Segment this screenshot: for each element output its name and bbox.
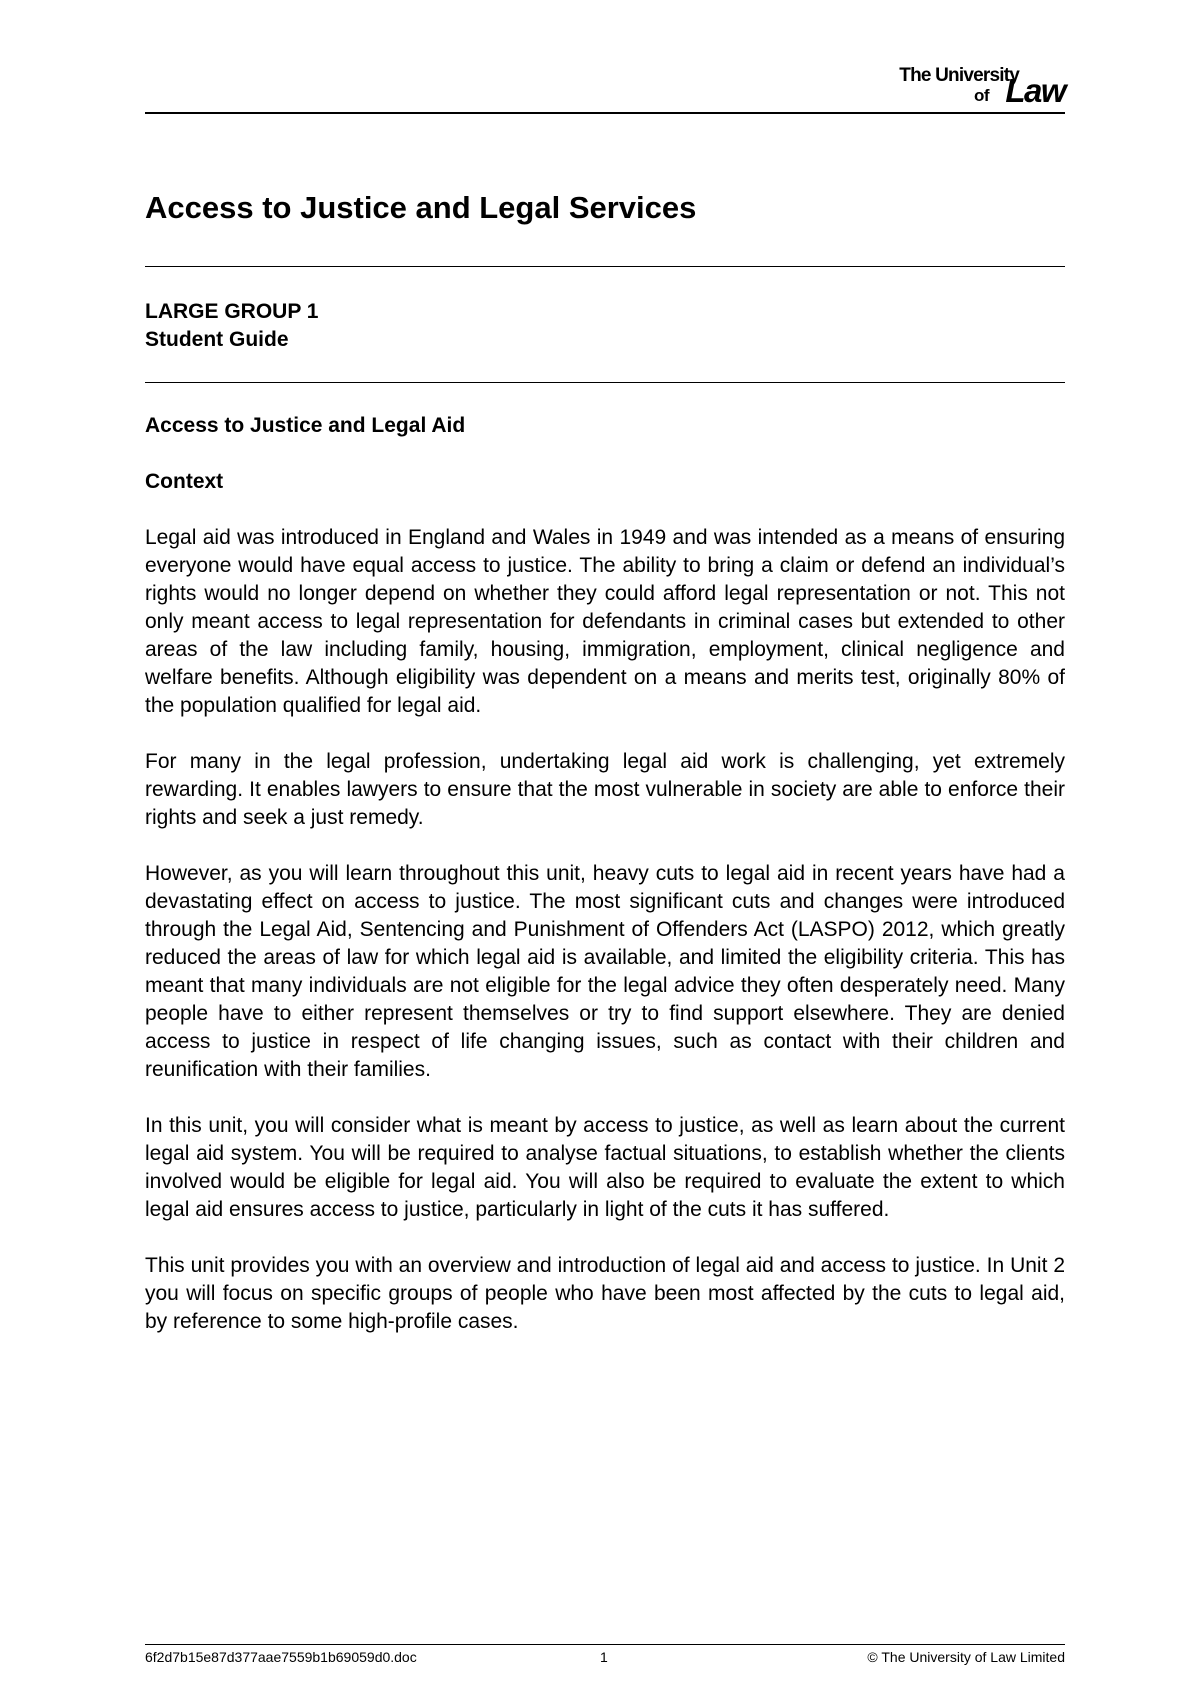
document-title: Access to Justice and Legal Services — [145, 190, 697, 225]
footer-filename: 6f2d7b15e87d377aae7559b1b69059d0.doc — [145, 1649, 417, 1665]
logo-text-university: The University — [899, 65, 1019, 86]
document-meta — [145, 298, 318, 354]
section-heading: Access to Justice and Legal Aid — [145, 414, 466, 437]
footer-divider — [145, 1644, 1065, 1645]
large-group-label: LARGE GROUP 1 — [145, 300, 319, 323]
footer-page-number: 1 — [600, 1649, 608, 1665]
title-divider — [145, 266, 1065, 267]
logo-text-law: Law — [1005, 72, 1065, 109]
student-guide-label: Student Guide — [145, 328, 289, 351]
paragraph: Legal aid was introduced in England and Wales in 1949 and was intended as a means of ensuring everyone would have equal access to justice. The ability to bring a claim or defend an individual’s rights would no longer depend on whether they could afford legal representation or not. This not only meant access to legal representation for defendants in criminal cases but extended to other areas of the law including family, housing, immigration, employment, clinical negligence and welfare benefits. Although eligibility was dependent on a means and merits test, originally 80% of the population qualified for legal aid. — [145, 526, 1065, 717]
meta-divider — [145, 382, 1065, 383]
paragraph: In this unit, you will consider what is meant by access to justice, as well as learn about the current legal aid system. You will be required to analyse factual situations, to establish whether the clients involved would be eligible for legal aid. You will also be required to evaluate the extent to which legal aid ensures access to justice, particularly in light of the cuts it has suffered. — [145, 1114, 1065, 1221]
header-divider — [145, 112, 1065, 114]
university-logo — [855, 62, 1065, 110]
document-body — [145, 412, 1065, 1364]
paragraph: This unit provides you with an overview and introduction of legal aid and access to justice. In Unit 2 you will focus on specific groups of people who have been most affected by the cuts to legal aid, by reference to some high-profile cases. — [145, 1254, 1065, 1333]
paragraph: For many in the legal profession, undertaking legal aid work is challenging, yet extremely rewarding. It enables lawyers to ensure that the most vulnerable in society are able to enforce their rights and seek a just remedy. — [145, 750, 1065, 829]
paragraph: However, as you will learn throughout this unit, heavy cuts to legal aid in recent years have had a devastating effect on access to justice. The most significant cuts and changes were introduced through the Legal Aid, Sentencing and Punishment of Offenders Act (LASPO) 2012, which greatly reduced the areas of law for which legal aid is available, and limited the eligibility criteria. This has meant that many individuals are not eligible for the legal advice they often desperately need. Many people have to either represent themselves or try to find support elsewhere. They are denied access to justice in respect of life changing issues, such as contact with their children and reunification with their families. — [145, 862, 1065, 1081]
logo-text-of: of — [973, 86, 989, 105]
footer-copyright: © The University of Law Limited — [867, 1649, 1065, 1665]
context-subheading: Context — [145, 470, 224, 493]
